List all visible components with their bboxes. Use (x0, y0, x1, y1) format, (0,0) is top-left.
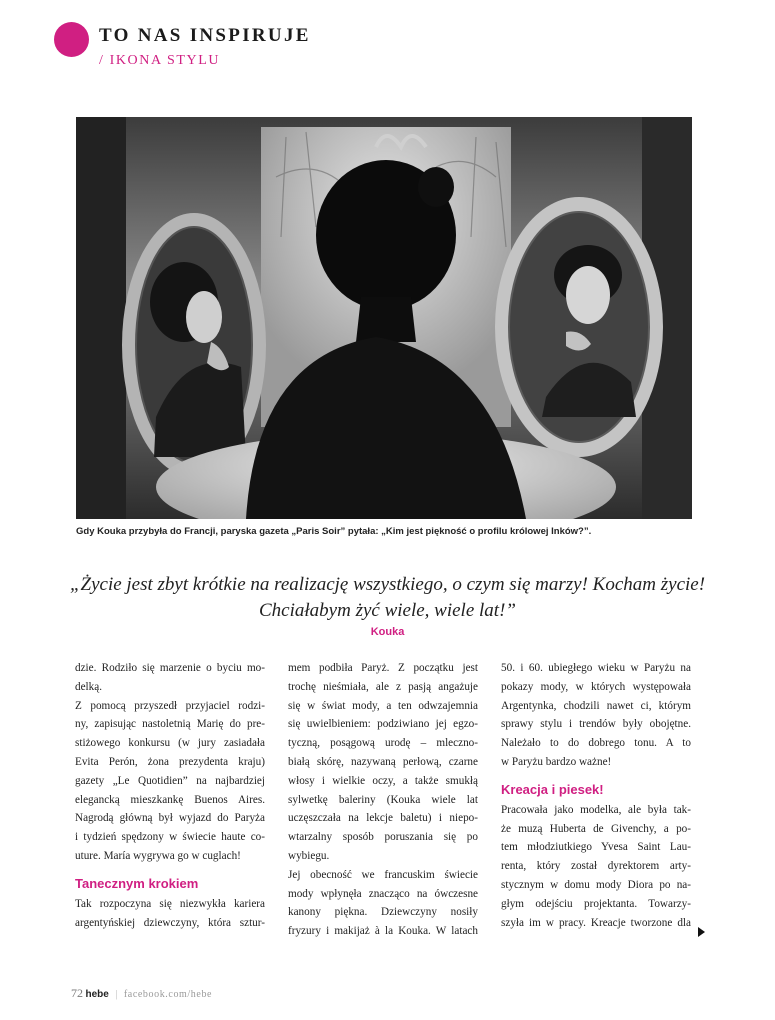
text-line: Argentynka, chodzili nawet ci, którym (501, 699, 691, 712)
text-line: mem podbiła Paryż. Z początku jest (288, 662, 478, 674)
text-line: ny, zapisując nastoletnią Marię do pre- (75, 718, 265, 731)
page-footer (71, 986, 212, 1001)
text-line: 50. i 60. ubiegłego wieku w Paryżu na (501, 662, 691, 674)
text-line: i tydzień spędzony w świecie haute co- (75, 831, 265, 844)
text-line: stiżowego konkursu (w jury zasiadała (75, 737, 265, 750)
text-line: sylwetkę baleriny (Kouka wiele lat (288, 793, 478, 806)
pull-quote (60, 572, 715, 624)
subhead-tanecznym: Tanecznym krokiem (75, 875, 199, 891)
text-column-3 (501, 659, 691, 932)
text-line: delką. (75, 680, 103, 693)
subhead-kreacja: Kreacja i piesek! (501, 781, 604, 797)
page-kicker: TO NAS INSPIRUJE (99, 25, 311, 46)
section-label: / IKONA STYLU (99, 53, 221, 68)
text-line: mody wpłynęła znacząco na ówczesne (288, 887, 478, 900)
text-line: tyczną, posągową urodę – mleczno- (288, 737, 478, 750)
text-line: głym odejściu projektanta. Towarzy- (501, 897, 691, 910)
text-line: się uwielbieniem: podziwiano jej egzo- (288, 718, 478, 731)
continue-arrow-icon (698, 927, 705, 937)
facebook-link[interactable]: facebook.com/hebe (123, 989, 213, 1000)
text-line: białą skórę, nazywaną perłową, czarne (288, 755, 478, 768)
text-line: Należało to do dobrego tonu. A to (501, 737, 691, 750)
photo-caption: Gdy Kouka przybyła do Francji, paryska gazeta „Paris Soir” pytała: „Kim jest piękność o profilu królowej Inków?”. (76, 526, 592, 537)
quote-author: Kouka (370, 626, 405, 638)
text-line: Nagrodą główną był wyjazd do Paryża (75, 812, 265, 825)
text-line: szyła im w pracy. Kreacje tworzone dla (501, 916, 691, 929)
page-number: 72 (71, 986, 83, 1000)
text-column-1 (75, 659, 265, 932)
text-line: tem młodziutkiego Yvesa Saint Lau- (501, 841, 691, 854)
text-line: że muzą Huberta de Givenchy, a po- (501, 822, 691, 835)
text-line: włosy i wielkie oczy, a także smukłą (288, 774, 478, 787)
article-photo (76, 117, 692, 519)
text-line: sprawy stylu i trendów były obojętne. (501, 718, 691, 731)
magenta-dot-icon (54, 22, 89, 57)
text-line: kanony piękna. Dziewczyny nosiły (288, 906, 478, 919)
text-line: uture. María wygrywa go w cuglach! (75, 849, 241, 862)
text-line: w Paryżu bardzo ważne! (501, 755, 612, 768)
quote-line: „Życie jest zbyt krótkie na realizację wszystkiego, o czym się marzy! Kocham życie! (69, 574, 706, 595)
text-line: wtarzalny sposób poruszania się po (288, 831, 478, 844)
quote-line: Chciałabym żyć wiele, wiele lat!” (259, 600, 516, 621)
text-column-2 (288, 659, 478, 941)
text-line: Pracowała jako modelka, ale była tak- (501, 803, 691, 816)
text-line: Evita Perón, żona prezydenta kraju) (75, 755, 265, 768)
text-line: Z pomocą przyszedł przyjaciel rodzi- (75, 699, 265, 712)
text-line: stycznym w domu mody Diora po na- (501, 878, 691, 891)
text-line: się w świat mody, a ten odwzajemnia (288, 699, 478, 712)
text-line: trochę nieśmiała, ale z pasją angażuje (288, 680, 478, 693)
text-line: fryzury i makijaż à la Kouka. W latach (288, 925, 478, 938)
text-line: argentyńskiej dziewczyny, która sztur- (75, 916, 265, 929)
footer-separator: | (115, 989, 118, 1000)
text-line: Tak rozpoczyna się niezwykła kariera (75, 897, 265, 910)
text-line: pokazy mody, w których występowała (501, 680, 691, 693)
text-line: Jej obecność we francuskim świecie (288, 868, 478, 881)
footer-brand: hebe (85, 989, 109, 1000)
text-line: elegancką mieszkankę Buenos Aires. (75, 793, 265, 806)
text-line: gazety „Le Quotidien” na najbardziej (75, 774, 265, 787)
text-line: uczęszczała na lekcje baletu) i niepo- (288, 812, 478, 825)
text-line: wybiegu. (288, 849, 330, 862)
text-line: dzie. Rodziło się marzenie o byciu mo- (75, 662, 265, 674)
text-line: renta, który został dyrektorem arty- (501, 860, 691, 873)
